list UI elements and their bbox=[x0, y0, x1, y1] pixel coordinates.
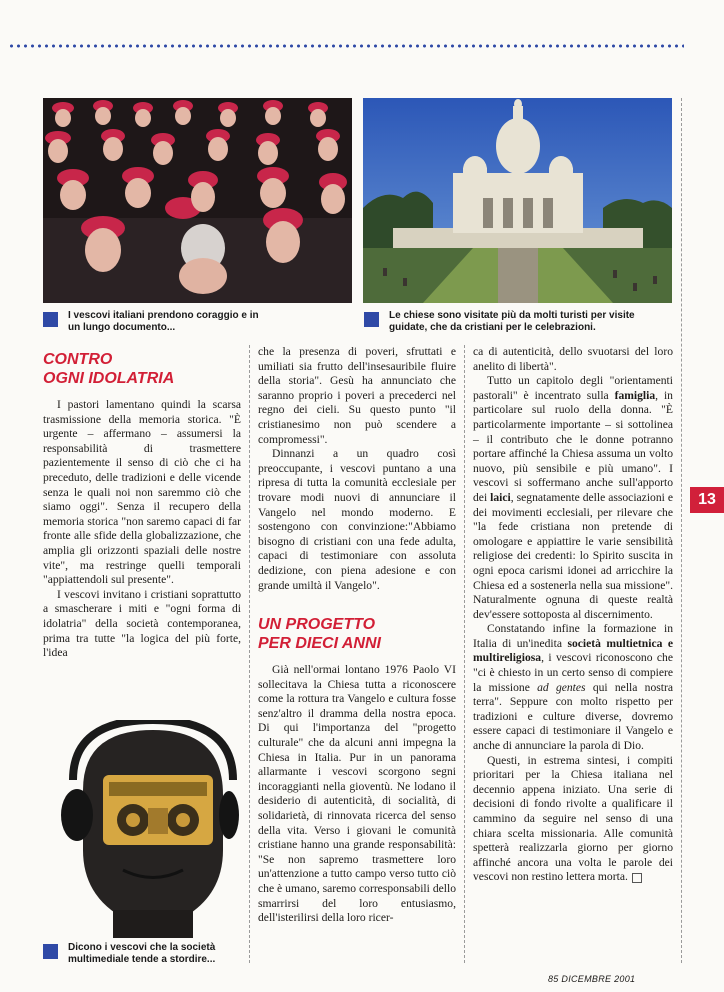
church-illustration bbox=[363, 98, 672, 303]
paragraph: I vescovi invitano i cristiani soprattutto a smascherare i miti e "ogni forma di idolatria" della società contemporanea, prima tra tutte "la logica del più forte, l'idea bbox=[43, 587, 241, 660]
text-run: , i vescovi riconoscono che "ci è chiesto in un certo senso di compiere la missione bbox=[473, 651, 673, 694]
bold-laici: laici bbox=[490, 490, 511, 504]
heading-1-line-1: CONTRO bbox=[43, 351, 113, 368]
heading-contro-ogni-idolatria bbox=[43, 350, 241, 388]
heading-un-progetto-per-dieci-anni bbox=[258, 615, 456, 653]
italic-ad-gentes: ad gentes bbox=[537, 680, 586, 694]
column-divider-2 bbox=[464, 345, 465, 963]
end-of-article-mark bbox=[632, 873, 642, 883]
bishops-illustration bbox=[43, 98, 352, 303]
caption-churches: Le chiese sono visitate più da molti turisti per visite guidate, che da cristiani per le celebrazioni. bbox=[389, 310, 635, 333]
column-3 bbox=[473, 345, 673, 885]
column-divider-3 bbox=[681, 98, 682, 963]
caption-marker-bishops bbox=[43, 312, 58, 327]
footer-date: 85 DICEMBRE 2001 bbox=[548, 974, 636, 984]
photo-church bbox=[363, 98, 672, 303]
heading-1-line-2: OGNI IDOLATRIA bbox=[43, 370, 175, 387]
column-1 bbox=[43, 350, 241, 661]
paragraph: Dinnanzi a un quadro così preoccupante, i vescovi puntano a una ripresa di tutta la comunità ecclesiale per trovare modi nuovi di annunciare il Vangelo nel mondo moderno. E sostengono con convinzione:"Abbiamo bisogno di cristiani con una fede adulta, capaci di testimoniare con assoluta dedizione, con piena adesione e con grande umiltà il Vangelo". bbox=[258, 447, 456, 592]
paragraph: I pastori lamentano quindi la scarsa trasmissione della memoria storica. "È urgente – affermano – assumersi la responsabilità di trasmettere pazientemente il senso di ciò che ci ha preceduto, delle tradizioni e delle vicende senza le quali noi non saremmo ciò che siamo oggi". Senza il recupero della memoria storica "non saremo capaci di far fronte alle sfide della globalizzazione, che amplia gli orizzonti spaziali delle nostre vite", ma restringe quelli temporali "appiattendoli sul presente". bbox=[43, 398, 241, 587]
headphones-illustration bbox=[43, 720, 239, 938]
caption-multimedia: Dicono i vescovi che la società multimediale tende a stordire... bbox=[68, 942, 216, 965]
caption-bishops: I vescovi italiani prendono coraggio e in un lungo documento... bbox=[68, 310, 259, 333]
paragraph bbox=[473, 754, 673, 885]
photo-multimedia-head bbox=[43, 720, 239, 938]
bold-societa-multietnica: società multietnica e multireligiosa bbox=[473, 636, 673, 665]
text-run: Tutto un capitolo degli "orientamenti pastorali" è incentrato sulla bbox=[473, 374, 673, 402]
paragraph: Già nell'ormai lontano 1976 Paolo VI sollecitava la Chiesa tutta a riconoscere come la rottura tra Vangelo e cultura fosse senz'altro il dramma della nostra epoca. Di qui l'importanza del "progetto culturale" che da alcuni anni impegna la Chiesa in Italia. Pur in un panorama allarmante i vescovi scorgono segni incoraggianti nella gioventù. Ne lodano il desiderio di autenticità, di socialità, di solidarietà, di rinnovata ricerca del senso della vita. Verso i giovani le comunità cristiane hanno una grande responsabilità: "Se non sapremo trasmettere loro un'attenzione a tutto campo verso tutto ciò che è umano, saremo corresponsabili dello smarrirsi del loro entusiasmo, dell'isterilirsi della loro ricer- bbox=[258, 663, 456, 925]
paragraph bbox=[473, 622, 673, 753]
bold-famiglia: famiglia bbox=[614, 388, 656, 402]
column-2 bbox=[258, 345, 456, 926]
paragraph: ca di autenticità, dello svuotarsi del loro anelito di libertà". bbox=[473, 345, 673, 373]
photo-bishops bbox=[43, 98, 352, 303]
page-number-tab: 13 bbox=[690, 487, 724, 513]
text-run: qui nella nostra terra". Seppure con molto rispetto per tradizioni e culture diverse, dovremo essere capaci di testimoniare il Vangelo e anche di annunciare la parola di Dio. bbox=[473, 680, 673, 753]
paragraph bbox=[473, 374, 673, 622]
heading-2-line-2: PER DIECI ANNI bbox=[258, 635, 381, 653]
column-divider-1 bbox=[249, 345, 250, 963]
text-run: , in particolare sul ruolo della donna. "È particolarmente importante – si sottolinea – il contributo che le donne potranno portare affinché la Chiesa assuma un volto nuovo, più sensibile e più umano". I vescovi si soffermano anche sull'apporto dei bbox=[473, 388, 673, 504]
caption-marker-churches bbox=[364, 312, 379, 327]
text-run: Questi, in estrema sintesi, i compiti prioritari per la Chiesa italiana nel decennio appena iniziato. Una serie di decisioni di fondo rivolte a qualificare il cammino da seguire nel senso di una chiara scelta missionaria. Alle comunità spetterà realizzarla giorno per giorno affinché ancora una volta le parole dei vescovi non restino lettera morta. bbox=[473, 753, 673, 884]
text-run: Constatando infine la formazione in Italia di un'inedita bbox=[473, 622, 673, 650]
heading-2-line-1: UN PROGETTO bbox=[258, 616, 376, 634]
paragraph: che la presenza di poveri, sfruttati e umiliati sia frutto dell'insesauribile fluire della storia". Gesù ha annunciato che saranno proprio i poveri a precederci nel regno dei cieli. Su questo punto "il cristianesimo non può scendere a compromessi". bbox=[258, 345, 456, 446]
text-run: , segnatamente delle associazioni e dei movimenti ecclesiali, per rilevare che "la fede cristiana non pretende di omologare e appiattire le varie sensibilità religiose dei credenti: lo Spirito suscita in ogni epoca carismi idonei ad arricchire la Chiesa ed a sostenerla nella sua missione". Naturalmente ognuna di queste realtà dev'essere sottoposta al discernimento. bbox=[473, 490, 673, 621]
caption-marker-multimedia bbox=[43, 944, 58, 959]
top-dotted-rule bbox=[8, 44, 684, 48]
